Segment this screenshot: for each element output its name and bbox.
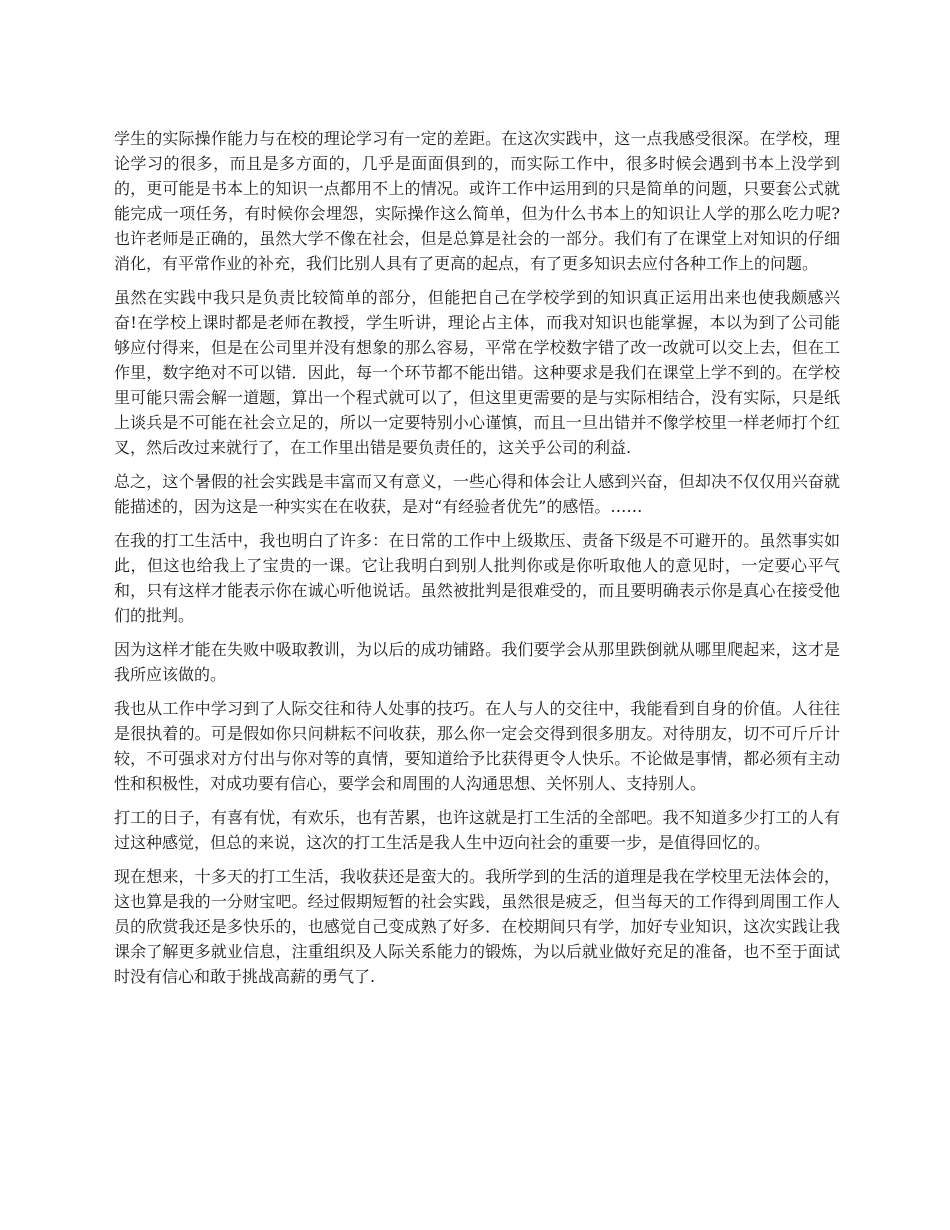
document-body bbox=[114, 126, 840, 998]
paragraph: 因为这样才能在失败中吸取教训，为以后的成功铺路。我们要学会从那里跌倒就从哪里爬起来，这才是我所应该做的。 bbox=[114, 640, 840, 684]
paragraph: 总之，这个暑假的社会实践是丰富而又有意义，一些心得和体会让人感到兴奋，但却决不仅仅用兴奋就能描述的，因为这是一种实实在在收获，是对“有经验者优先”的感悟。…… bbox=[114, 472, 840, 516]
paragraph: 在我的打工生活中，我也明白了许多：在日常的工作中上级欺压、责备下级是不可避开的。虽然事实如此，但这也给我上了宝贵的一课。它让我明白到别人批判你或是你听取他人的意见时，一定要心平气和，只有这样才能表示你在诚心听他说话。虽然被批判是很难受的，而且要明确表示你是真心在接受他们的批判。 bbox=[114, 531, 840, 625]
paragraph: 现在想来，十多天的打工生活，我收获还是蛮大的。我所学到的生活的道理是我在学校里无法体会的，这也算是我的一分财宝吧。经过假期短暂的社会实践，虽然很是疲乏，但当每天的工作得到周围工作人员的欣赏我还是多快乐的，也感觉自己变成熟了好多．在校期间只有学，加好专业知识，这次实践让我课余了解更多就业信息，注重组织及人际关系能力的锻炼，为以后就业做好充足的准备，也不至于面试时没有信心和敢于挑战高薪的勇气了. bbox=[114, 867, 840, 986]
paragraph: 虽然在实践中我只是负责比较简单的部分，但能把自己在学校学到的知识真正运用出来也使我颇感兴奋!在学校上课时都是老师在教授，学生听讲，理论占主体，而我对知识也能掌握，本以为到了公司能够应付得来，但是在公司里并没有想象的那么容易，平常在学校数字错了改一改就可以交上去，但在工作里，数字绝对不可以错．因此，每一个环节都不能出错。这种要求是我们在课堂上学不到的。在学校里可能只需会解一道题，算出一个程式就可以了，但这里更需要的是与实际相结合，没有实际，只是纸上谈兵是不可能在社会立足的，所以一定要特别小心谨慎，而且一旦出错并不像学校里一样老师打个红叉，然后改过来就行了，在工作里出错是要负责任的，这关乎公司的利益. bbox=[114, 288, 840, 457]
paragraph: 我也从工作中学习到了人际交往和待人处事的技巧。在人与人的交往中，我能看到自身的价值。人往往是很执着的。可是假如你只问耕耘不问收获，那么你一定会交得到很多朋友。对待朋友，切不可斤斤计较，不可强求对方付出与你对等的真情，要知道给予比获得更令人快乐。不论做是事情，都必须有主动性和积极性，对成功要有信心，要学会和周围的人沟通思想、关怀别人、支持别人。 bbox=[114, 699, 840, 793]
paragraph: 学生的实际操作能力与在校的理论学习有一定的差距。在这次实践中，这一点我感受很深。在学校，理论学习的很多，而且是多方面的，几乎是面面俱到的，而实际工作中，很多时候会遇到书本上没学到的，更可能是书本上的知识一点都用不上的情况。或许工作中运用到的只是简单的问题，只要套公式就能完成一项任务，有时候你会埋怨，实际操作这么简单，但为什么书本上的知识让人学的那么吃力呢?也许老师是正确的，虽然大学不像在社会，但是总算是社会的一部分。我们有了在课堂上对知识的仔细消化，有平常作业的补充，我们比别人具有了更高的起点，有了更多知识去应付各种工作上的问题。 bbox=[114, 129, 840, 273]
paragraph: 打工的日子，有喜有忧，有欢乐，也有苦累，也许这就是打工生活的全部吧。我不知道多少打工的人有过这种感觉，但总的来说，这次的打工生活是我人生中迈向社会的重要一步，是值得回忆的。 bbox=[114, 808, 840, 852]
